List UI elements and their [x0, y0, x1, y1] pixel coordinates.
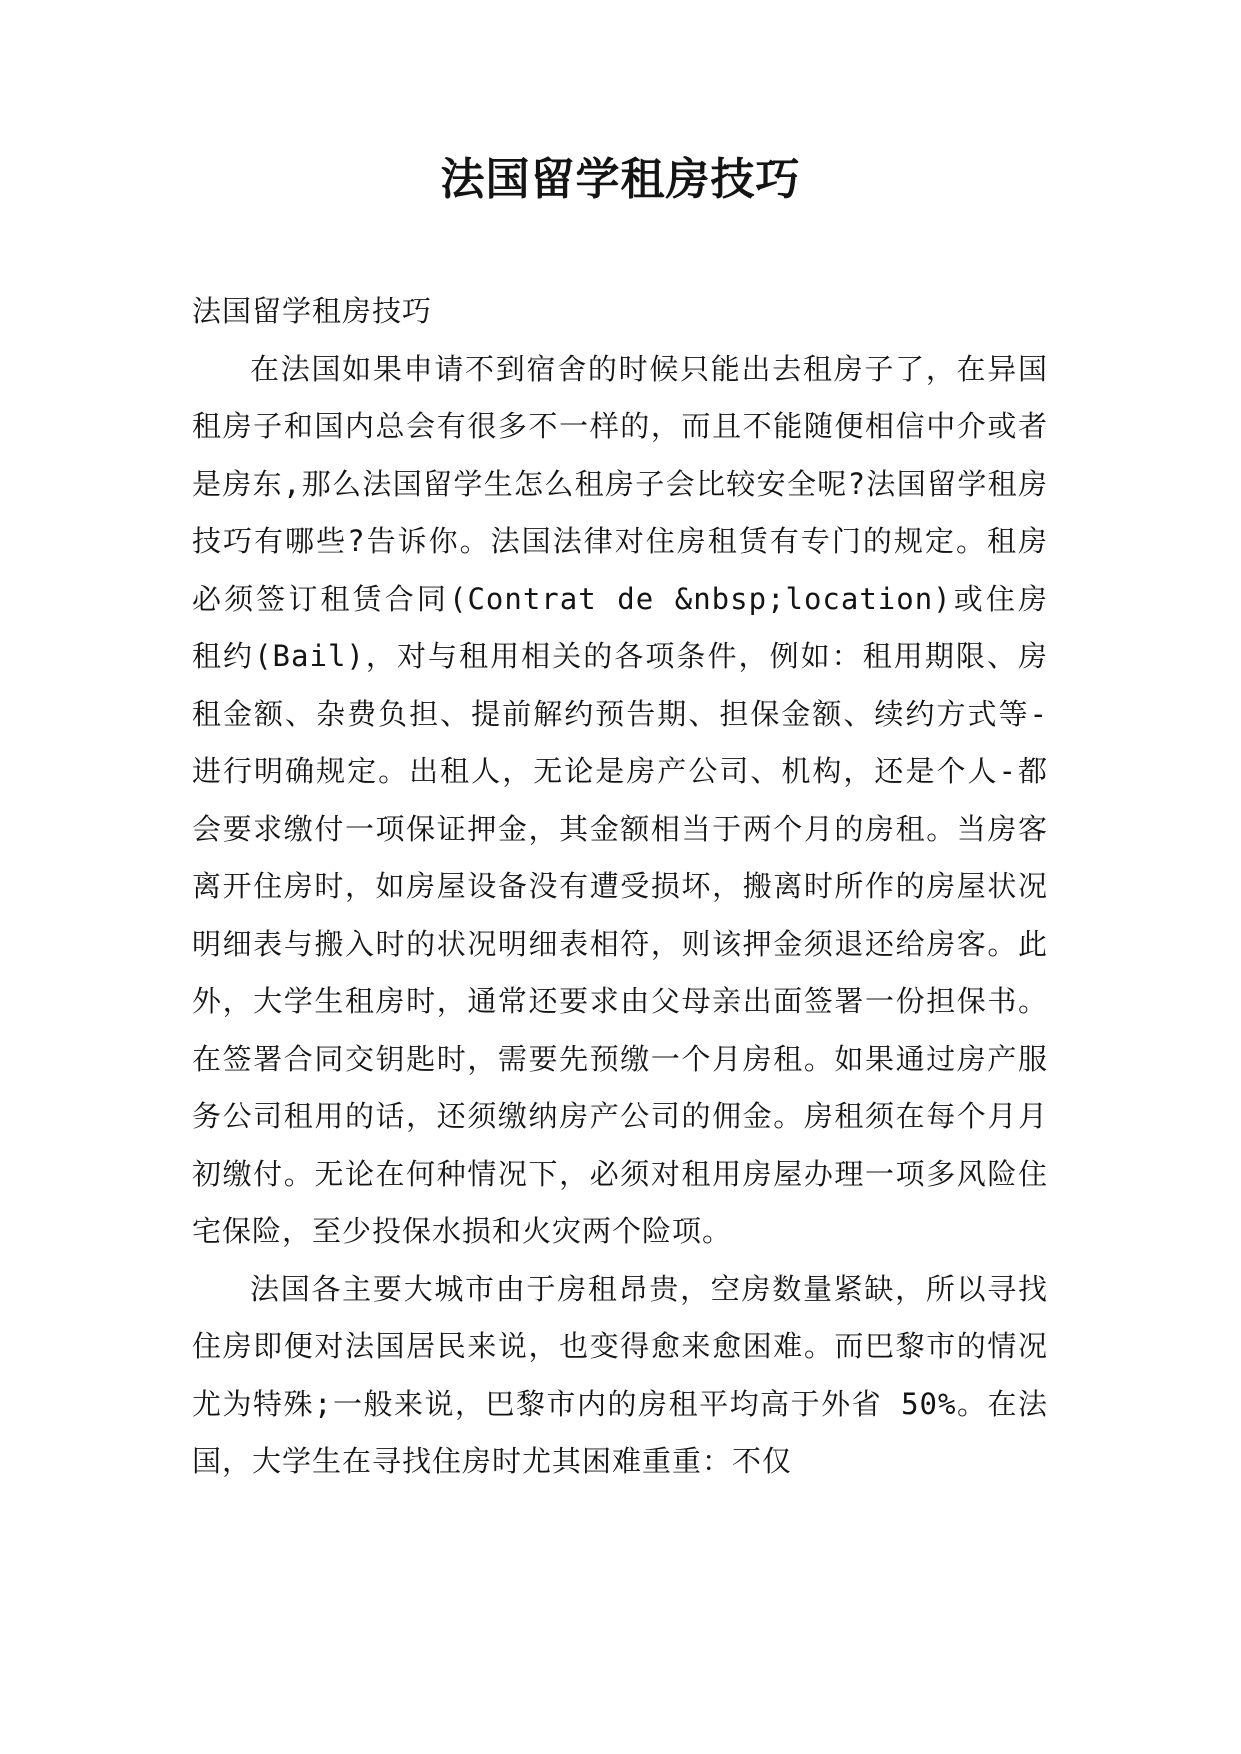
- paragraph-2: 法国各主要大城市由于房租昂贵，空房数量紧缺，所以寻找住房即便对法国居民来说，也变得愈来愈困难。而巴黎市的情况尤为特殊;一般来说，巴黎市内的房租平均高于外省 50%。在法国，大学生在寻找住房时尤其困难重重：不仅: [192, 1271, 1048, 1478]
- document-body: [192, 283, 1048, 1491]
- document-title: 法国留学租房技巧: [440, 154, 801, 205]
- document-subtitle: 法国留学租房技巧: [192, 294, 433, 328]
- paragraph-1: 在法国如果申请不到宿舍的时候只能出去租房子了，在异国租房子和国内总会有很多不一样的，而且不能随便相信中介或者是房东,那么法国留学生怎么租房子会比较安全呢?法国留学租房技巧有哪些?告诉你。法国法律对住房租赁有专门的规定。租房必须签订租赁合同(Contrat de &nbsp;location)或住房租约(Bail)，对与租用相关的各项条件，例如：租用期限、房租金额、杂费负担、提前解约预告期、担保金额、续约方式等-进行明确规定。出租人，无论是房产公司、机构，还是个人-都会要求缴付一项保证押金，其金额相当于两个月的房租。当房客离开住房时，如房屋设备没有遭受损坏，搬离时所作的房屋状况明细表与搬入时的状况明细表相符，则该押金须退还给房客。此外，大学生租房时，通常还要求由父母亲出面签署一份担保书。在签署合同交钥匙时，需要先预缴一个月房租。如果通过房产服务公司租用的话，还须缴纳房产公司的佣金。房租须在每个月月初缴付。无论在何种情况下，必须对租用房屋办理一项多风险住宅保险，至少投保水损和火灾两个险项。: [192, 351, 1048, 1248]
